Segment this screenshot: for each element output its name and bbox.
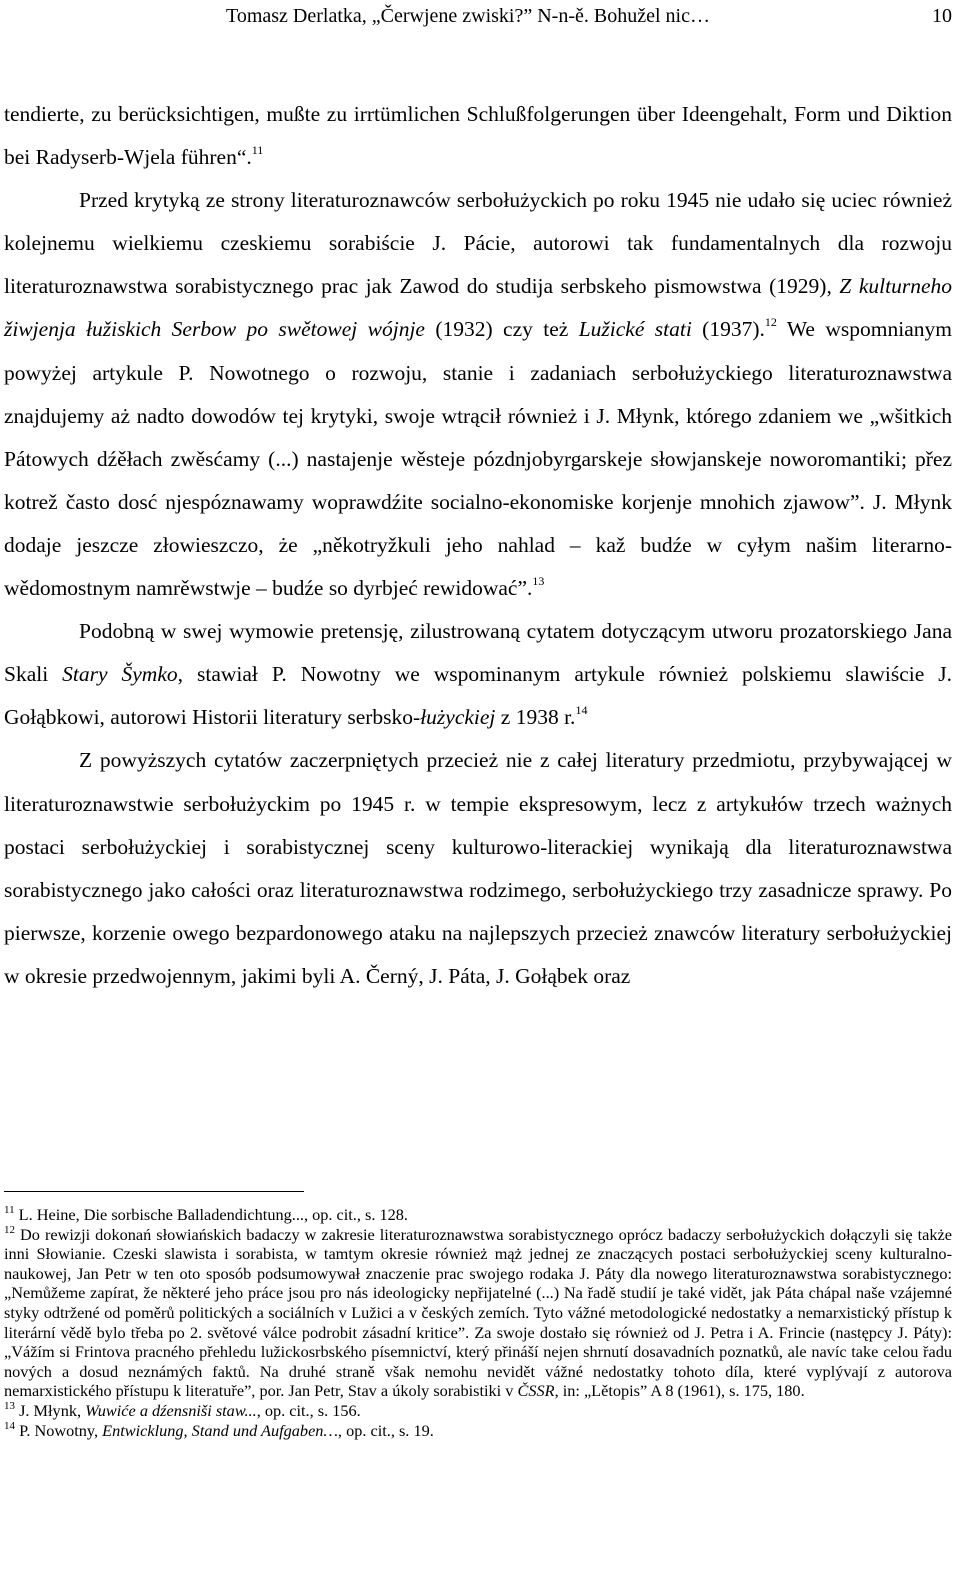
footnotes <box>4 1205 952 1440</box>
italic-title: Z kulturneho žiwjenja łužiskich Serbow po swětowej wójnje <box>4 274 952 342</box>
footnote-number: 11 <box>4 1204 15 1216</box>
paragraph-text: Podobną w swej wymowie pretensję, zilustrowaną cytatem dotyczącym utworu prozatorskiego Jana Skali <box>4 619 952 687</box>
italic-abbrev: ČSSR <box>517 1381 555 1401</box>
italic-word: łużyckiej <box>420 705 496 730</box>
footnote-text: , in: „Lětopis” A 8 (1961), s. 175, 180. <box>554 1381 805 1401</box>
paragraph-4: Z powyższych cytatów zaczerpniętych przecież nie z całej literatury przedmiotu, przybywającej w literaturoznawstwie serbołużyckim po 1945 r. w tempie ekspresowym, lecz z artykułów trzech ważnych postaci serbołużyckiej i sorabistycznej sceny kulturowo-literackiej wynikają dla literaturoznawstwa sorabistycznego jako całości oraz literaturoznawstwa rodzimego, serbołużyckiego trzy zasadnicze sprawy. Po pierwsze, korzenie owego bezpardonowego ataku na najlepszych przecież znawców literatury serbołużyckiej w okresie przedwojennym, jakimi byli A. Černý, J. Páta, J. Gołąbek oraz <box>4 748 952 988</box>
footnote-ref-13: 13 <box>532 574 545 589</box>
footnote-number: 14 <box>4 1419 15 1432</box>
paragraph-text: tendierte, zu berücksichtigen, mußte zu irrtümlichen Schlußfolgerungen über Ideengehalt, Form und Diktion bei Radyserb-Wjela führen“. <box>4 102 952 170</box>
footnote-14 <box>4 1421 952 1441</box>
paragraph-text: z 1938 r. <box>495 705 576 730</box>
footnote-separator <box>4 1191 304 1192</box>
paragraph-text: , stawiał P. Nowotny we wspominanym artykule również polskiemu slawiście J. Gołąbkowi, autorowi Historii literatury serbsko- <box>4 662 953 730</box>
italic-title: Entwicklung, Stand und Aufgaben… <box>102 1420 338 1440</box>
footnote-11 <box>4 1205 952 1225</box>
footnote-text: J. Młynk, <box>15 1400 86 1420</box>
running-header <box>0 4 952 28</box>
footnote-text: , op. cit., s. 156. <box>256 1400 361 1420</box>
footnote-ref-14: 14 <box>575 703 588 718</box>
paragraph-2 <box>4 179 952 610</box>
footnote-12 <box>4 1225 952 1401</box>
italic-title: Wuwiće a dźensniši staw... <box>85 1400 257 1420</box>
footnote-text: L. Heine, Die sorbische Balladendichtung..., op. cit., s. 128. <box>14 1205 408 1224</box>
paragraph-text: (1937). <box>691 317 765 342</box>
footnote-text: , op. cit., s. 19. <box>337 1420 434 1440</box>
footnote-number: 13 <box>4 1399 15 1412</box>
page-number: 10 <box>932 5 952 27</box>
running-title: Tomasz Derlatka, „Čerwjene zwiski?” N-n-ě. Bohužel nic… <box>226 5 710 27</box>
paragraph-text: We wspomnianym powyżej artykule P. Nowotnego o rozwoju, stanie i zadaniach serbołużyckiego literaturoznawstwa znajdujemy aż nadto dowodów tej krytyki, swoje wtrącił również i J. Młynk, którego zdaniem we „wšitkich Pátowych dźěłach zwěsćamy (...) nastajenje wěsteje pózdnjobyrgarskeje słowjanskeje noworomantiki; přez kotrež často dosć njespóznawamy woprawdźite socialno-ekonomiske korjenje mnohich zjawow”. J. Młynk dodaje jeszcze złowieszczo, że „někotryžkuli jeho nahlad – kaž budźe w cyłym našim literarno-wědomostnym namrěwstwje – budźe so dyrbjeć rewidować”. <box>4 317 952 601</box>
footnote-number: 12 <box>4 1223 15 1236</box>
italic-title: Lužické stati <box>578 317 692 342</box>
italic-title: Stary Šymko <box>62 662 178 687</box>
paragraph-text: Przed krytyką ze strony literaturoznawców serbołużyckich po roku 1945 nie udało się uciec również kolejnemu wielkiemu czeskiemu sorabiście J. Pácie, autorowi tak fundamentalnych dla rozwoju literaturoznawstwa sorabistycznego prac jak Zawod do studija serbskeho pismowstwa (1929), <box>4 188 952 299</box>
footnote-text: Do rewizji dokonań słowiańskich badaczy w zakresie literaturoznawstwa sorabistycznego oprócz badaczy serbołużyckich dołączyli się także inni Słowianie. Czeski slawista i sorabista, w tamtym okresie również mąż jednej ze znaczących postaci serbołużyckiej sceny kulturalno-naukowej, Jan Petr w ten oto sposób podsumowywał znaczenie prac swojego rodaka J. Páty dla nowego literaturoznawstwa sorabistycznego: „Nemůžeme zapírat, že některé jeho práce jsou pro nás ideologicky nepřijatelné (...) Na řadě studií je také vidět, jak Páta chápal naše vzájemné styky odtržené od poměrů politických a sociálních v Lužici a v českých zemích. Tyto vážné metodologické nedostatky a nemarxistický přístup k literární vědě bylo třeba po 2. světové válce podrobit zásadní kritice”. Za swoje dostało się również od J. Petra i A. Frincie (następcy J. Páty): „Vážím si Frintova pracného přehledu lužickosrbského písemnictví, který přináší nejen shrnutí dosavadních poznatků, ale navíc take celou řadu nových a dosud neznámých faktů. Na druhé straně však nemohu nevidět vážné nedostatky tohoto díla, které vyplývají z autorova nemarxistického přístupu k literatuře”, por. Jan Petr, Stav a úkoly sorabistiki v <box>4 1224 952 1401</box>
main-text <box>4 93 952 998</box>
footnote-ref-11: 11 <box>251 143 264 158</box>
footnote-13 <box>4 1401 952 1421</box>
paragraph-3 <box>4 610 952 739</box>
paragraph-text: (1932) czy też <box>424 317 579 342</box>
footnote-ref-12: 12 <box>764 315 777 330</box>
paragraph-1 <box>4 93 952 179</box>
footnote-text: P. Nowotny, <box>15 1420 103 1440</box>
